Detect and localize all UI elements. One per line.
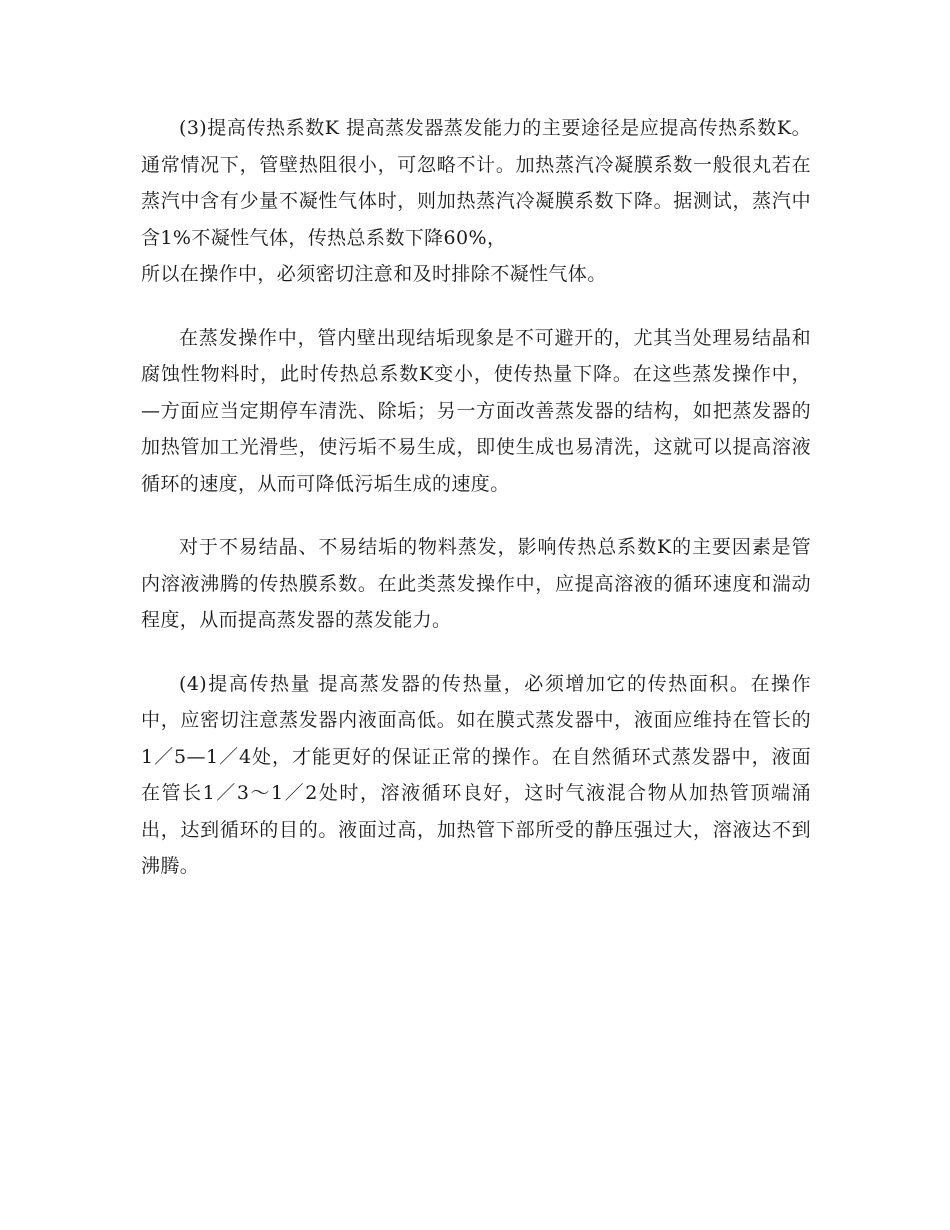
paragraph-non-crystallizing-materials: 对于不易结晶、不易结垢的物料蒸发，影响传热总系数K的主要因素是管内溶液沸腾的传热膜系数。在此类蒸发操作中，应提高溶液的循环速度和湍动程度，从而提高蒸发器的蒸发能力。 (141, 536, 811, 631)
document-body (141, 110, 811, 912)
paragraph-heat-transfer-amount: (4)提高传热量 提高蒸发器的传热量，必须增加它的传热面积。在操作中，应密切注意蒸发器内液面高低。如在膜式蒸发器中，液面应维持在管长的1／5—1／4处，才能更好的保证正常的操作。在自然循环式蒸发器中，液面在管长1／3～1／2处时，溶液循环良好，这时气液混合物从加热管顶端涌出，达到循环的目的。液面过高，加热管下部所受的静压强过大，溶液达不到沸腾。 (141, 672, 811, 877)
paragraph-heat-transfer-coefficient: (3)提高传热系数K 提高蒸发器蒸发能力的主要途径是应提高传热系数K。通常情况下，管壁热阻很小，可忽略不计。加热蒸汽冷凝膜系数一般很丸若在蒸汽中含有少量不凝性气体时，则加热蒸汽冷凝膜系数下降。据测试，蒸汽中含1%不凝性气体，传热总系数下降60%， 所以在操作中，必须密切注意和及时排除不凝性气体。 (141, 117, 811, 285)
paragraph-fouling: 在蒸发操作中，管内壁出现结垢现象是不可避开的，尤其当处理易结晶和腐蚀性物料时，此时传热总系数K变小，使传热量下降。在这些蒸发操作中，—方面应当定期停车清洗、除垢；另一方面改善蒸发器的结构，如把蒸发器的加热管加工光滑些，使污垢不易生成，即使生成也易清洗，这就可以提高溶液循环的速度，从而可降低污垢生成的速度。 (141, 326, 811, 495)
